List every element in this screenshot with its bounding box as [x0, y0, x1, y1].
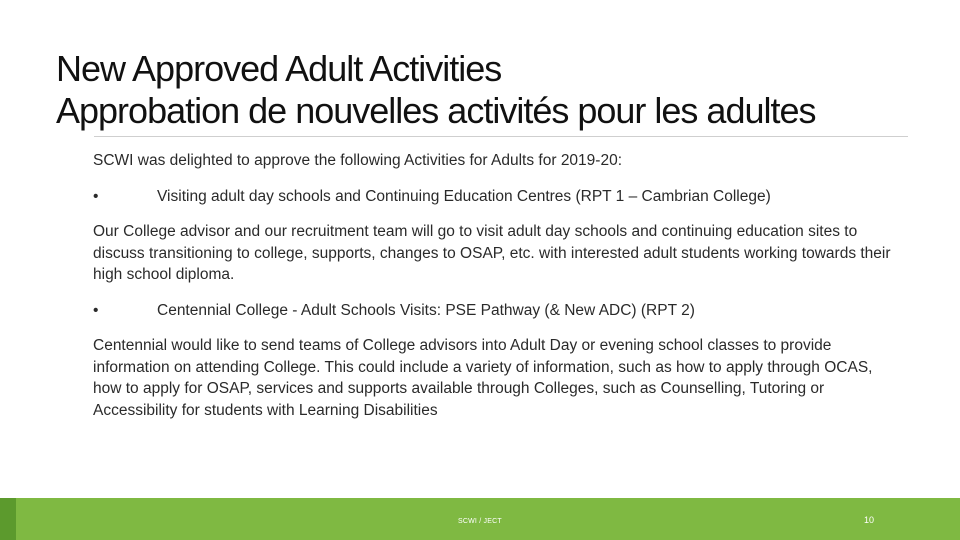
slide-title: [56, 48, 936, 132]
body-paragraph: Our College advisor and our recruitment team will go to visit adult day schools and continuing education sites to discuss transitioning to college, supports, changes to OSAP, etc. with interested adult students working towards their high school diploma.: [93, 223, 891, 283]
bullet-dot: •: [93, 301, 99, 319]
bullet-item: [93, 300, 893, 322]
footer-text: SCWI / JECT: [458, 518, 502, 525]
bullet-text: Visiting adult day schools and Continuing Education Centres (RPT 1 – Cambrian College): [157, 187, 771, 205]
body-paragraph: Centennial would like to send teams of College advisors into Adult Day or evening school classes to provide information on attending College. This could include a variety of information, such as how to apply through OCAS, how to apply for OSAP, services and supports available through Colleges, such as Counselling, Tutoring or Accessibility for students with Learning Disabilities: [93, 337, 873, 419]
title-line-english: New Approved Adult Activities: [56, 48, 502, 89]
title-line-french: Approbation de nouvelles activités pour les adultes: [56, 90, 816, 131]
bullet-dot: •: [93, 187, 99, 205]
footer-accent: [0, 498, 16, 540]
bullet-item: [93, 186, 893, 208]
title-divider: [94, 136, 908, 137]
intro-paragraph: SCWI was delighted to approve the following Activities for Adults for 2019-20:: [93, 152, 623, 169]
bullet-text: Centennial College - Adult Schools Visits: PSE Pathway (& New ADC) (RPT 2): [157, 301, 695, 319]
page-number: 10: [863, 515, 874, 525]
footer-bar: [0, 498, 960, 540]
slide-body: [93, 150, 893, 435]
